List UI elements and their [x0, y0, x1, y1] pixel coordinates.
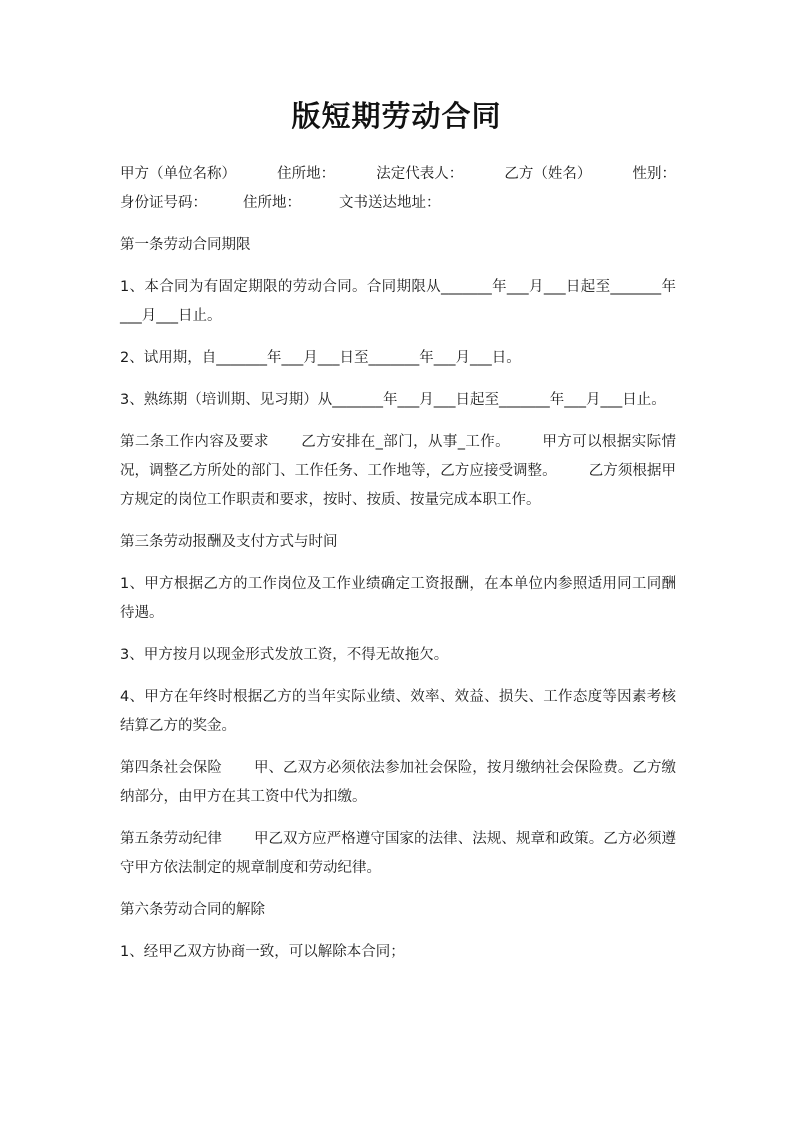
article-3-clause-3: 3、甲方按月以现金形式发放工资，不得无故拖欠。 — [120, 647, 449, 663]
article-3-heading: 第三条劳动报酬及支付方式与时间 — [120, 534, 338, 550]
party-b-address-label: 住所地： — [243, 195, 301, 211]
article-1-clause-1: 1、本合同为有固定期限的劳动合同。合同期限从_______年___月___日起至_______年___月___日止。 — [120, 279, 676, 324]
article-4-paragraph — [120, 754, 676, 812]
document-body — [120, 160, 676, 980]
article-2-sentence-2: 甲方可以根据实际情况，调整乙方所处的部门、工作任务、工作地等，乙方应接受调整。 — [120, 434, 677, 479]
article-2-paragraph — [120, 428, 676, 515]
article-6-heading: 第六条劳动合同的解除 — [120, 902, 265, 918]
article-5-heading: 第五条劳动纪律 — [120, 831, 222, 847]
parties-line-2 — [120, 189, 676, 218]
legal-representative-label: 法定代表人： — [376, 166, 464, 182]
party-b-name-label: 乙方（姓名） — [504, 166, 592, 182]
article-1-heading: 第一条劳动合同期限 — [120, 237, 251, 253]
gender-label: 性别： — [632, 166, 676, 182]
article-5-paragraph — [120, 825, 676, 883]
article-2-sentence-3: 乙方须根据甲方规定的岗位工作职责和要求，按时、按质、按量完成本职工作。 — [120, 463, 677, 508]
article-2-heading: 第二条工作内容及要求 — [120, 434, 269, 450]
article-1-clause-2: 2、试用期，自_______年___月___日至_______年___月___日。 — [120, 350, 521, 366]
parties-line-1 — [120, 160, 676, 189]
article-3-clause-4: 4、甲方在年终时根据乙方的当年实际业绩、效率、效益、损失、工作态度等因素考核结算乙方的奖金。 — [120, 689, 676, 734]
article-2-sentence-1: 乙方安排在_部门，从事_工作。 — [300, 434, 511, 450]
party-a-name-label: 甲方（单位名称） — [120, 166, 236, 182]
article-6-clause-1: 1、经甲乙双方协商一致，可以解除本合同； — [120, 944, 405, 960]
document-title: 版短期劳动合同 — [291, 99, 502, 133]
article-4-text: 甲、乙双方必须依法参加社会保险，按月缴纳社会保险费。乙方缴纳部分，由甲方在其工资中代为扣缴。 — [120, 760, 676, 805]
article-5-text: 甲乙双方应严格遵守国家的法律、法规、规章和政策。乙方必须遵守甲方依法制定的规章制度和劳动纪律。 — [120, 831, 676, 876]
article-3-clause-1: 1、甲方根据乙方的工作岗位及工作业绩确定工资报酬，在本单位内参照适用同工同酬待遇。 — [120, 576, 676, 621]
delivery-address-label: 文书送达地址： — [339, 195, 441, 211]
article-4-heading: 第四条社会保险 — [120, 760, 222, 776]
id-number-label: 身份证号码： — [120, 195, 207, 211]
party-a-address-label: 住所地： — [277, 166, 336, 182]
article-1-clause-3: 3、熟练期（培训期、见习期）从_______年___月___日起至_______年___月___日止。 — [120, 392, 666, 408]
